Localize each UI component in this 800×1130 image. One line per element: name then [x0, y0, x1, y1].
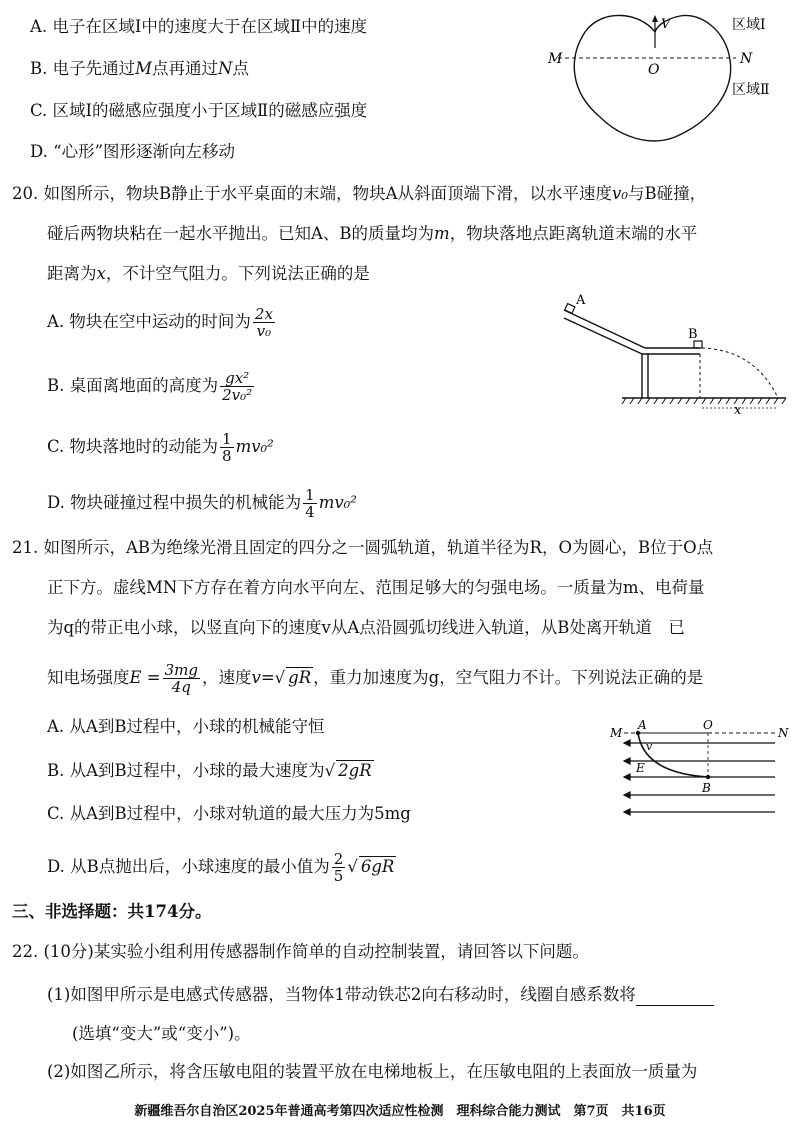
q20-ramp-figure	[550, 290, 790, 420]
block-b	[694, 341, 702, 348]
q21-field-figure	[610, 715, 795, 820]
q19-option-a: A. 电子在区域Ⅰ中的速度大于在区域Ⅱ中的速度	[30, 17, 368, 36]
electron-trajectory	[574, 15, 730, 140]
q19-option-b: B. 电子先通过M点再通过N点	[30, 59, 249, 78]
q20-option-d: D. 物块碰撞过程中损失的机械能为 $\frac{1}{4}$ mv₀²	[47, 486, 357, 521]
q20-stem-line1: 20. 如图所示，物块B静止于水平桌面的末端，物块A从斜面顶端下滑，以水平速度v₀与B碰撞，	[12, 184, 707, 203]
q21-stem-line2: 正下方。虚线MN下方存在着方向水平向左、范围足够大的匀强电场。一质量为m、电荷量	[47, 578, 705, 597]
q20-stem-line2: 碰后两物块粘在一起水平抛出。已知A、B的质量均为m，物块落地点距离轨道末端的水平	[47, 224, 698, 243]
label-region-2: 区域Ⅱ	[732, 82, 770, 98]
q22-stem: 22. (10分)某实验小组利用传感器制作简单的自动控制装置，请回答以下问题。	[12, 942, 589, 961]
q21-option-c: C. 从A到B过程中，小球对轨道的最大压力为5mg	[47, 804, 411, 823]
q20-stem-line3: 距离为x，不计空气阻力。下列说法正确的是	[47, 264, 370, 283]
label-m: M	[610, 726, 623, 740]
label-region-1: 区域Ⅰ	[732, 17, 766, 33]
section-3-heading: 三、非选择题：共174分。	[12, 902, 212, 921]
ground-hatch	[622, 398, 786, 404]
q19-option-d: D. “心形”图形逐渐向左移动	[30, 142, 236, 161]
label-e: E	[636, 761, 645, 775]
velocity-arrowhead	[652, 15, 658, 22]
label-v: V	[661, 17, 671, 32]
label-m: M	[548, 51, 563, 67]
q20-option-a: A. 物块在空中运动的时间为 $\frac{2x}{\text{v₀}}$	[47, 305, 273, 340]
label-v: v	[646, 740, 653, 753]
q19-heart-figure	[540, 2, 800, 167]
q22-part-1-hint: (选填“变大”或“变小”)。	[72, 1024, 251, 1043]
q21-stem-line4: 知电场强度E = $\frac{3mg}{4q}$ ，速度v=√ gR ，重力加速度为g，空气阻力不计。下列说法正确的是	[47, 661, 704, 696]
label-o: O	[648, 62, 660, 78]
q21-stem-line1: 21. 如图所示，AB为绝缘光滑且固定的四分之一圆弧轨道，轨道半径为R，O为圆心，B位于O点	[12, 538, 714, 557]
q21-stem-line3: 为q的带正电小球，以竖直向下的速度v从A点沿圆弧切线进入轨道，从B处离开轨道 已	[47, 618, 685, 637]
label-a: A	[638, 718, 647, 732]
label-a: A	[576, 293, 586, 308]
ramp-bottom	[564, 318, 642, 354]
page-footer: 新疆维吾尔自治区2025年普通高考第四次适应性检测 理科综合能力测试 第7页 共16页	[134, 1104, 666, 1119]
label-b: B	[702, 781, 711, 795]
q20-option-b: B. 桌面离地面的高度为 $\frac{\text{gx²}}{\text{2v₀²}}$	[47, 369, 253, 404]
q21-option-d: D. 从B点抛出后，小球速度的最小值为 $\frac{2}{5}$ √ 6gR	[47, 850, 395, 885]
label-n: N	[740, 51, 753, 67]
q21-option-b: B. 从A到B过程中，小球的最大速度为√ 2gR	[47, 761, 372, 780]
projectile-path	[702, 348, 778, 398]
label-x: x	[734, 403, 742, 418]
q22-part-2: (2)如图乙所示，将含压敏电阻的装置平放在电梯地板上，在压敏电阻的上表面放一质量为	[47, 1062, 698, 1081]
label-o: O	[703, 718, 713, 732]
block-a	[565, 304, 575, 314]
q19-option-c: C. 区域Ⅰ的磁感应强度小于区域Ⅱ的磁感应强度	[30, 101, 368, 120]
q22-part-1: (1)如图甲所示是电感式传感器，当物体1带动铁芯2向右移动时，线圈自感系数将	[47, 985, 714, 1006]
q20-option-c: C. 物块落地时的动能为 $\frac{1}{8}$ mv₀²	[47, 430, 274, 465]
q21-option-a: A. 从A到B过程中，小球的机械能守恒	[47, 717, 325, 736]
label-n: N	[778, 726, 789, 740]
ramp-top	[564, 310, 645, 348]
label-b: B	[688, 327, 698, 342]
